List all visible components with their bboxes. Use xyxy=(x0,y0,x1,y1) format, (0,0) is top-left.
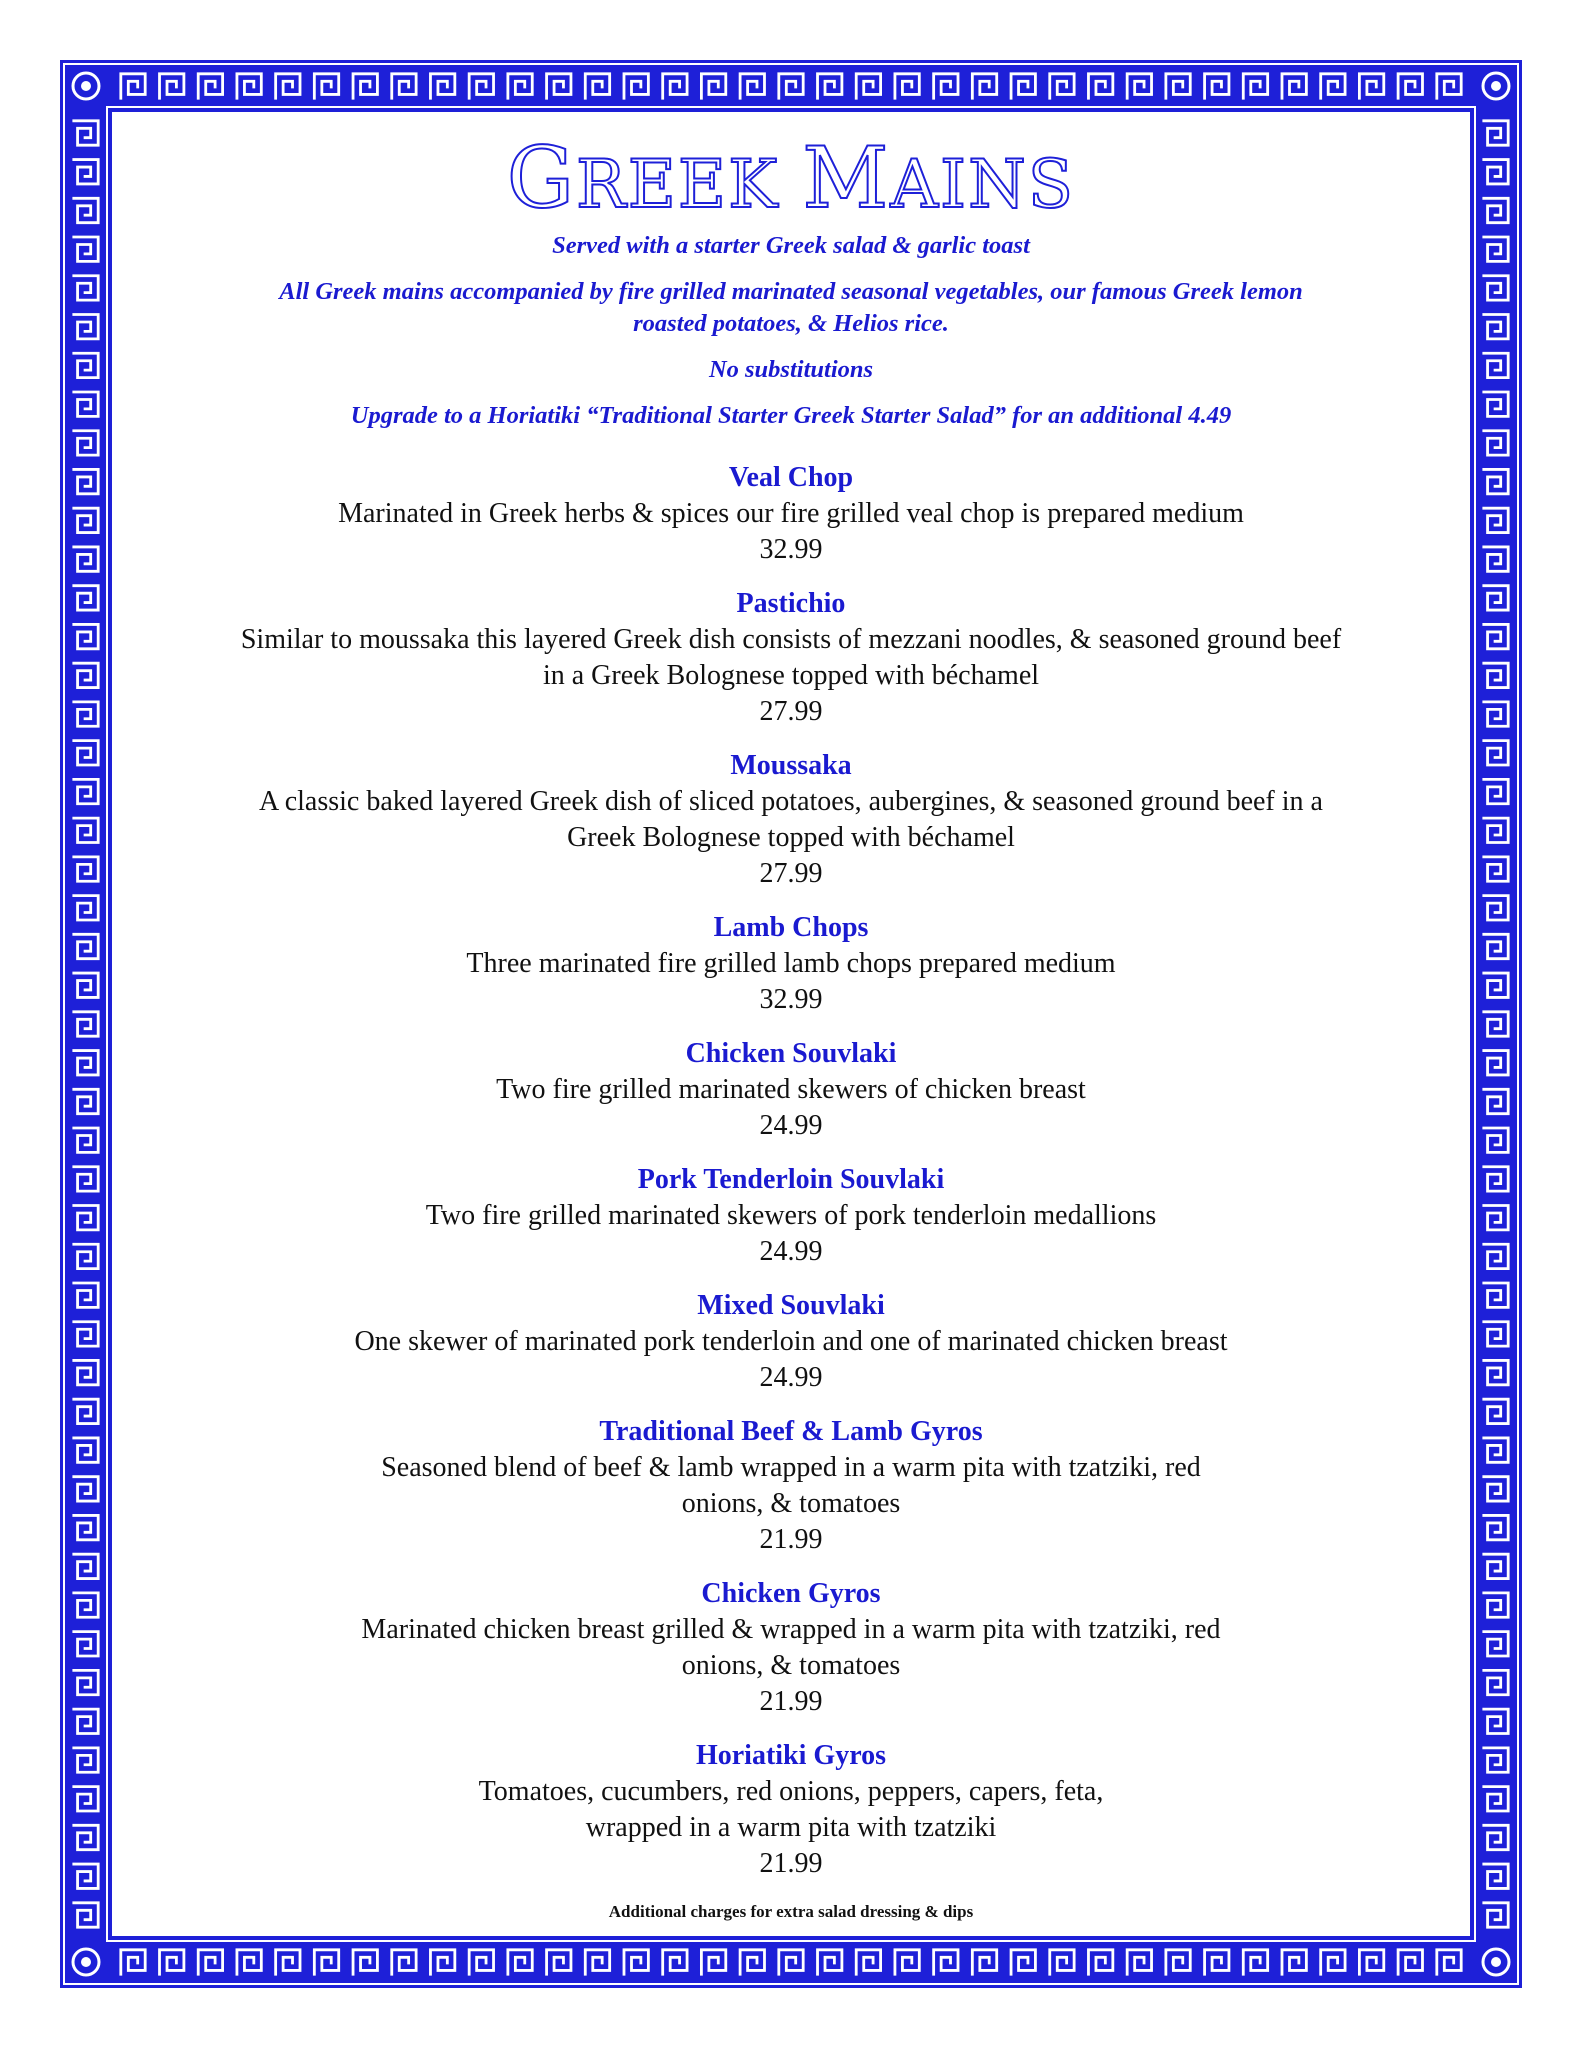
item-name: Moussaka xyxy=(730,750,852,781)
item-price: 24.99 xyxy=(759,1236,823,1267)
item-price: 24.99 xyxy=(759,1362,823,1393)
title-space xyxy=(779,146,802,223)
item-name: Traditional Beef & Lamb Gyros xyxy=(599,1416,983,1447)
menu-item xyxy=(112,586,1470,730)
accompaniments-note: All Greek mains accompanied by fire grilled marinated seasonal vegetables, our famous Greek lemon roasted potatoes, & Helios rice. xyxy=(279,278,1303,337)
item-description: Similar to moussaka this layered Greek dish consists of mezzani noodles, & seasoned ground beef in a Greek Bolognese topped with béchamel xyxy=(240,624,1342,691)
title-letter: G xyxy=(506,129,577,227)
item-price: 32.99 xyxy=(759,984,823,1015)
title-letter: M xyxy=(802,129,891,227)
item-price: 21.99 xyxy=(759,1848,823,1879)
menu-item xyxy=(112,1288,1470,1396)
item-name: Pork Tenderloin Souvlaki xyxy=(637,1164,945,1195)
menu-item xyxy=(112,1036,1470,1144)
item-price: 21.99 xyxy=(759,1686,823,1717)
title-rest: REEK xyxy=(576,146,780,223)
upgrade-note: Upgrade to a Horiatiki “Traditional Starter Greek Starter Salad” for an additional 4.49 xyxy=(350,402,1232,429)
menu-item xyxy=(112,1414,1470,1558)
item-description: Seasoned blend of beef & lamb wrapped in a warm pita with tzatziki, red onions, & tomatoes xyxy=(381,1452,1201,1519)
no-substitutions-note: No substitutions xyxy=(708,356,874,383)
item-name: Chicken Souvlaki xyxy=(685,1038,897,1069)
page-title xyxy=(112,128,1470,228)
item-price: 27.99 xyxy=(759,858,823,889)
item-price: 21.99 xyxy=(759,1524,823,1555)
menu-item xyxy=(112,1162,1470,1270)
served-with-note: Served with a starter Greek salad & garlic toast xyxy=(552,232,1030,259)
item-price: 27.99 xyxy=(759,696,823,727)
item-name: Mixed Souvlaki xyxy=(697,1290,885,1321)
item-description: Two fire grilled marinated skewers of chicken breast xyxy=(496,1074,1086,1105)
menu-item xyxy=(112,910,1470,1018)
title-rest: AINS xyxy=(890,146,1076,223)
menu-item xyxy=(112,748,1470,892)
item-description: Tomatoes, cucumbers, red onions, peppers, capers, feta, wrapped in a warm pita with tzatziki xyxy=(478,1776,1104,1843)
menu-item xyxy=(112,1576,1470,1720)
item-name: Horiatiki Gyros xyxy=(695,1740,887,1771)
item-price: 32.99 xyxy=(759,534,823,565)
item-name: Veal Chop xyxy=(728,462,854,493)
item-description: Three marinated fire grilled lamb chops prepared medium xyxy=(466,948,1116,979)
menu-items xyxy=(112,460,1470,1882)
item-description: A classic baked layered Greek dish of sliced potatoes, aubergines, & seasoned ground beef in a Greek Bolognese topped with béchamel xyxy=(259,786,1323,853)
item-description: One skewer of marinated pork tenderloin and one of marinated chicken breast xyxy=(354,1326,1228,1357)
item-price: 24.99 xyxy=(759,1110,823,1141)
menu-item xyxy=(112,460,1470,568)
item-description: Marinated in Greek herbs & spices our fire grilled veal chop is prepared medium xyxy=(338,498,1244,529)
item-name: Lamb Chops xyxy=(713,912,869,943)
menu-item xyxy=(112,1738,1470,1882)
item-description: Marinated chicken breast grilled & wrapped in a warm pita with tzatziki, red onions, & tomatoes xyxy=(361,1614,1221,1681)
footer-note: Additional charges for extra salad dressing & dips xyxy=(608,1902,974,1921)
item-name: Chicken Gyros xyxy=(701,1578,881,1609)
menu-notes xyxy=(112,230,1470,432)
menu-page xyxy=(112,128,1470,1928)
item-description: Two fire grilled marinated skewers of pork tenderloin medallions xyxy=(425,1200,1157,1231)
item-name: Pastichio xyxy=(736,588,846,619)
